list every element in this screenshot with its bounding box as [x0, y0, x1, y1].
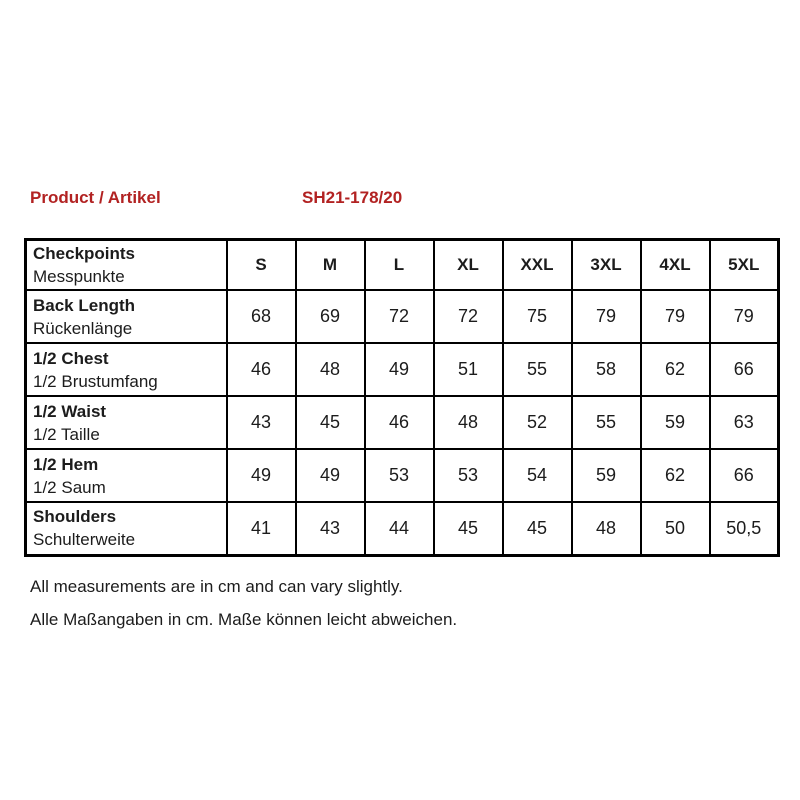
value-cell: 66: [710, 449, 779, 502]
size-header-5xl: 5XL: [710, 240, 779, 291]
value-cell: 58: [572, 343, 641, 396]
value-cell: 79: [710, 290, 779, 343]
value-cell: 55: [572, 396, 641, 449]
value-cell: 59: [641, 396, 710, 449]
measurement-notes: [30, 570, 457, 636]
value-cell: 53: [434, 449, 503, 502]
size-header-xxl: XXL: [503, 240, 572, 291]
row-label-cell: [26, 396, 227, 449]
value-cell: 53: [365, 449, 434, 502]
value-cell: 49: [296, 449, 365, 502]
row-label-cell: [26, 502, 227, 555]
table-row-half-waist: [26, 396, 779, 449]
value-cell: 63: [710, 396, 779, 449]
value-cell: 49: [227, 449, 296, 502]
table-row-shoulders: [26, 502, 779, 555]
table-header-row: [26, 240, 779, 291]
checkpoints-label-de: Messpunkte: [33, 267, 125, 286]
product-code: SH21-178/20: [302, 188, 403, 207]
value-cell: 66: [710, 343, 779, 396]
row-label-de: 1/2 Saum: [33, 477, 106, 497]
value-cell: 50: [641, 502, 710, 555]
row-label-cell: [26, 449, 227, 502]
value-cell: 79: [641, 290, 710, 343]
size-header-s: S: [227, 240, 296, 291]
note-line-de: Alle Maßangaben in cm. Maße können leicht abweichen.: [30, 610, 458, 629]
value-cell: 54: [503, 449, 572, 502]
product-label: Product / Artikel: [30, 188, 161, 207]
table-row-half-hem: [26, 449, 779, 502]
value-cell: 52: [503, 396, 572, 449]
row-label-de: 1/2 Taille: [33, 424, 100, 444]
checkpoints-header-cell: [26, 240, 227, 291]
size-header-xl: XL: [434, 240, 503, 291]
value-cell: 69: [296, 290, 365, 343]
value-cell: 46: [365, 396, 434, 449]
value-cell: 44: [365, 502, 434, 555]
row-label-en: 1/2 Hem: [33, 454, 99, 474]
size-header-m: M: [296, 240, 365, 291]
row-label-en: Back Length: [33, 295, 136, 315]
value-cell: 46: [227, 343, 296, 396]
value-cell: 43: [296, 502, 365, 555]
table-row-half-chest: [26, 343, 779, 396]
value-cell: 48: [434, 396, 503, 449]
value-cell: 45: [296, 396, 365, 449]
row-label-de: 1/2 Brustumfang: [33, 371, 158, 391]
value-cell: 48: [296, 343, 365, 396]
value-cell: 59: [572, 449, 641, 502]
value-cell: 72: [434, 290, 503, 343]
value-cell: 62: [641, 343, 710, 396]
row-label-cell: [26, 343, 227, 396]
value-cell: 51: [434, 343, 503, 396]
value-cell: 45: [503, 502, 572, 555]
value-cell: 72: [365, 290, 434, 343]
row-label-en: 1/2 Waist: [33, 401, 107, 421]
row-label-de: Rückenlänge: [33, 318, 133, 338]
value-cell: 43: [227, 396, 296, 449]
checkpoints-label-en: Checkpoints: [33, 244, 136, 263]
value-cell: 49: [365, 343, 434, 396]
value-cell: 75: [503, 290, 572, 343]
value-cell: 48: [572, 502, 641, 555]
row-label-en: Shoulders: [33, 507, 117, 527]
value-cell: 62: [641, 449, 710, 502]
size-header-l: L: [365, 240, 434, 291]
row-label-de: Schulterweite: [33, 530, 136, 550]
row-label-cell: [26, 290, 227, 343]
value-cell: 50,5: [710, 502, 779, 555]
row-label-en: 1/2 Chest: [33, 348, 109, 368]
value-cell: 68: [227, 290, 296, 343]
value-cell: 41: [227, 502, 296, 555]
size-header-3xl: 3XL: [572, 240, 641, 291]
note-line-en: All measurements are in cm and can vary slightly.: [30, 577, 403, 596]
value-cell: 55: [503, 343, 572, 396]
size-header-4xl: 4XL: [641, 240, 710, 291]
value-cell: 79: [572, 290, 641, 343]
table-row-back-length: [26, 290, 779, 343]
value-cell: 45: [434, 502, 503, 555]
size-chart-table: [24, 238, 780, 557]
